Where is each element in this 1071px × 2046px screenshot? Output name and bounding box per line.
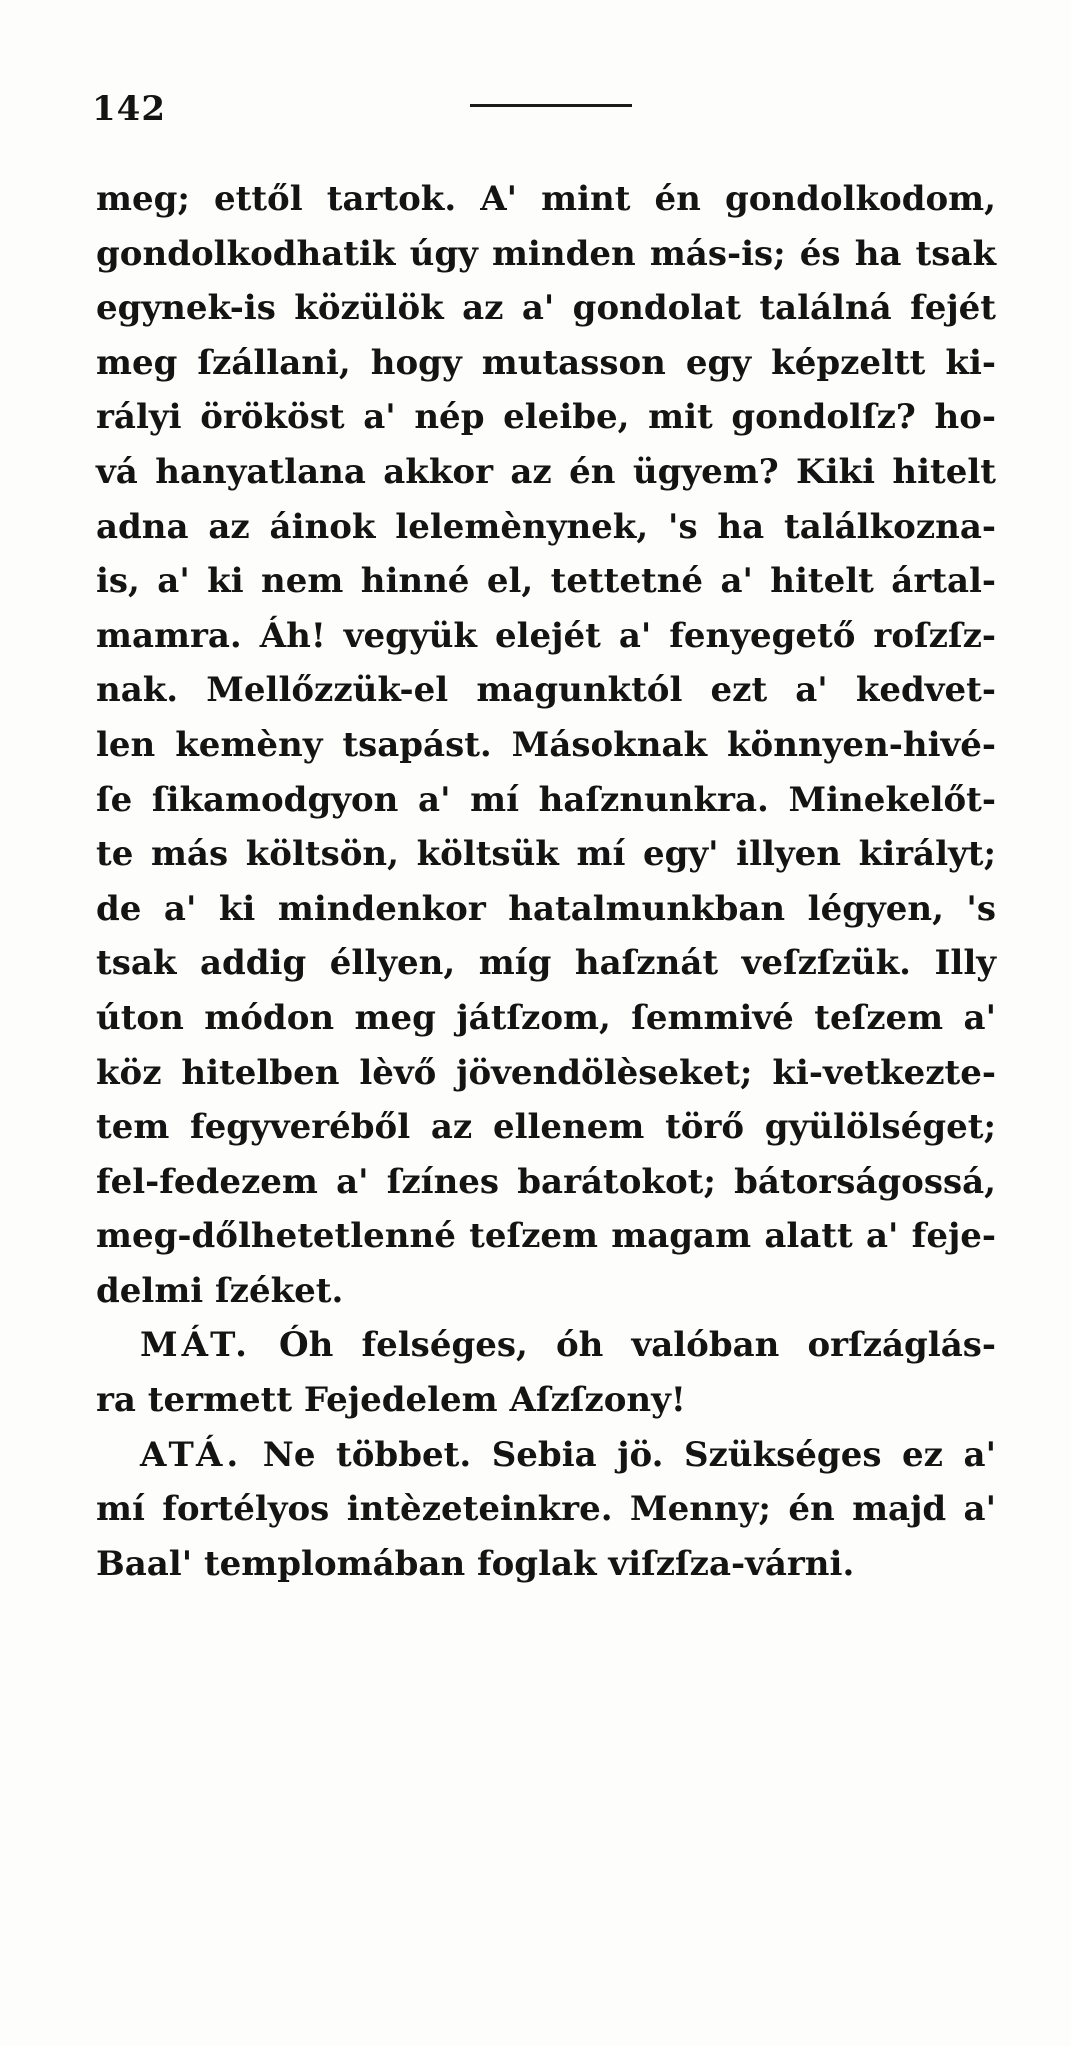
- body-line: is, a' ki nem hinné el, tettetné a' hitelt ártal-: [96, 561, 996, 602]
- body-line: meg-dőlhetetlenné teſzem magam alatt a' feje-: [96, 1216, 996, 1257]
- body-line: egynek-is közülök az a' gondolat találná fejét: [96, 288, 996, 329]
- body-line: köz hitelben lèvő jövendölèseket; ki-vetkezte-: [96, 1052, 996, 1093]
- body-line: gondolkodhatik úgy minden más-is; és ha tsak: [96, 233, 996, 274]
- speech-line: mí fortélyos intèzeteinkre. Menny; én majd a': [96, 1489, 996, 1530]
- body-line: vá hanyatlana akkor az én ügyem? Kiki hitelt: [96, 451, 996, 492]
- speech-text: Ne többet. Sebia jö. Szükséges ez a': [262, 1434, 996, 1475]
- body-line: nak. Mellőzzük-el magunktól ezt a' kedvet-: [96, 670, 996, 711]
- body-line: fel-fedezem a' ſzínes barátokot; bátorságossá,: [96, 1161, 996, 1202]
- body-line: úton módon meg játſzom, ſemmivé teſzem a': [96, 997, 996, 1038]
- speaker-name: ATÁ.: [140, 1434, 243, 1475]
- speech-mat: [96, 1318, 996, 1427]
- speech-line: ra termett Fejedelem Aſzſzony!: [96, 1380, 686, 1421]
- body-line: de a' ki mindenkor hatalmunkban légyen, 's: [96, 888, 996, 929]
- speaker-name: MÁT.: [140, 1325, 251, 1366]
- header-rule: [470, 104, 632, 107]
- body-line: rályi örököst a' nép eleibe, mit gondolſz? ho-: [96, 397, 996, 438]
- body-line: meg; ettől tartok. A' mint én gondolkodom,: [96, 179, 996, 219]
- body-line: adna az áinok lelemènynek, 's ha találkozna-: [96, 506, 996, 547]
- body-line: ſe ſikamodgyon a' mí haſznunkra. Minekelőt-: [96, 779, 996, 820]
- speech-line: Baal' templomában foglak viſzſza-várni.: [96, 1543, 855, 1584]
- body-line: te más költsön, költsük mí egy' illyen királyt;: [96, 834, 996, 875]
- body-line: mamra. Áh! vegyük elejét a' fenyegető roſzſz-: [96, 615, 996, 656]
- body-line: meg ſzállani, hogy mutasson egy képzeltt ki-: [96, 342, 996, 383]
- body-line: tsak addig éllyen, míg haſznát veſzſzük. Illy: [96, 943, 996, 984]
- page-number: 142: [92, 89, 166, 129]
- speech-text: Óh felséges, óh valóban orſzáglás-: [279, 1325, 997, 1366]
- body-line: tem fegyveréből az ellenem törő gyülölséget;: [96, 1107, 996, 1148]
- body-line: delmi ſzéket.: [96, 1270, 344, 1311]
- speech-ata: [96, 1428, 996, 1592]
- speech-line: [96, 1428, 996, 1483]
- body-line: len kemèny tsapást. Másoknak könnyen-hivé-: [96, 724, 996, 765]
- speech-line: [96, 1318, 996, 1373]
- text-block: [96, 172, 996, 1591]
